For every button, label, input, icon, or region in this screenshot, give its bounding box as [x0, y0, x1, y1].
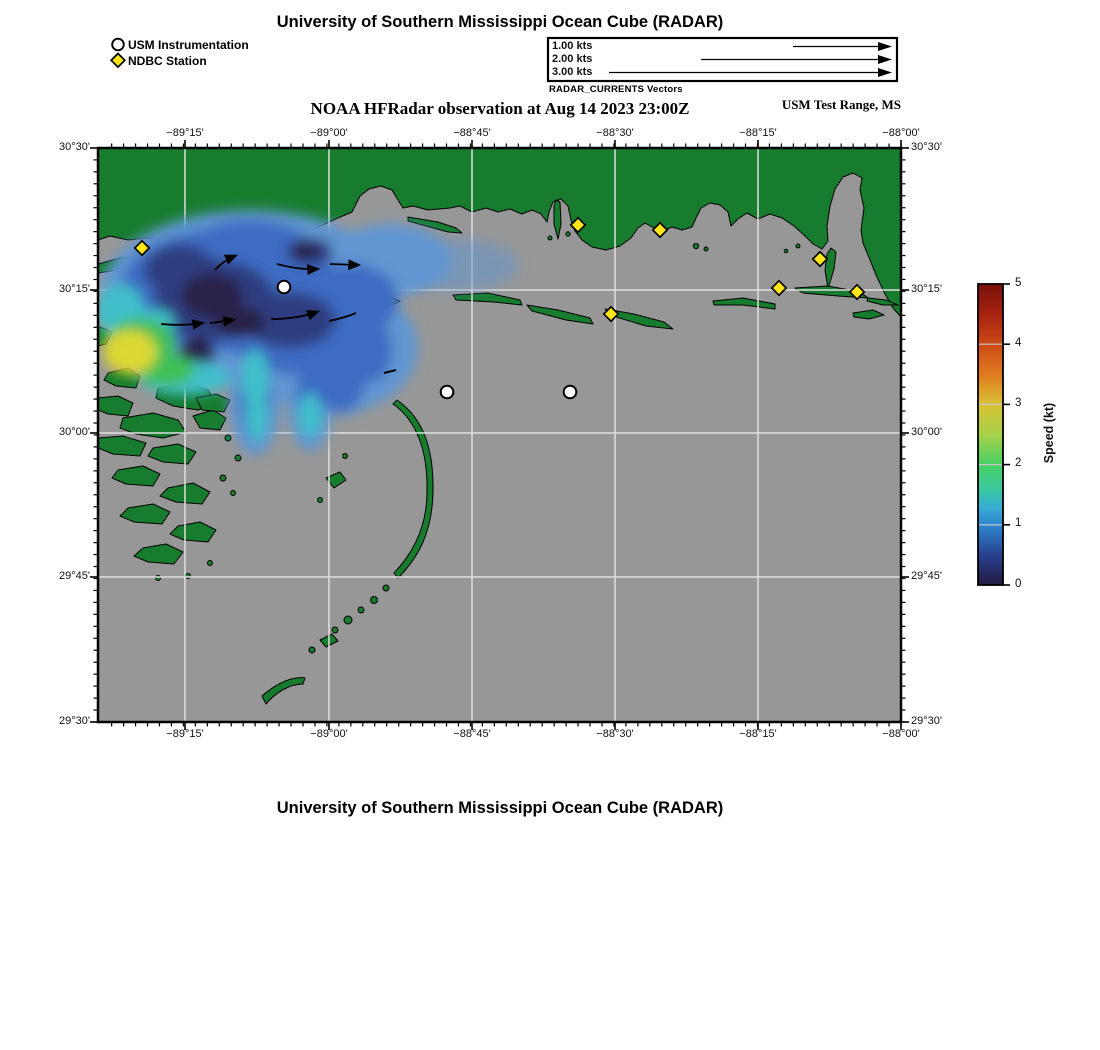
vector-scale-row-label: 3.00 kts [552, 66, 593, 78]
islet [548, 236, 552, 240]
ndbc-diamond-icon [111, 54, 125, 68]
y-tick-label: 29°30' [59, 715, 90, 727]
y-tick-label: 30°00' [911, 426, 942, 438]
vector-scale-caption: RADAR_CURRENTS Vectors [549, 84, 683, 95]
islet [343, 454, 348, 459]
colorbar-tick-label: 3 [1015, 396, 1022, 409]
islet [566, 232, 570, 236]
legend-label-usm: USM Instrumentation [128, 38, 249, 52]
colorbar-ticks [1003, 284, 1010, 585]
page-title-bottom: University of Southern Mississippi Ocean Cube (RADAR) [276, 799, 724, 817]
observation-subtitle: NOAA HFRadar observation at Aug 14 2023 23:00Z [310, 99, 690, 118]
islet [332, 627, 338, 633]
x-tick-label: −89°00' [310, 127, 348, 139]
y-tick-label: 30°15' [59, 283, 90, 295]
map-panel [90, 140, 909, 730]
usm-circle-icon [112, 39, 124, 51]
vector-scale-row-label: 2.00 kts [552, 53, 593, 65]
x-tick-label: −88°45' [453, 728, 491, 740]
x-tick-label: −88°00' [882, 127, 920, 139]
x-tick-label: −88°15' [739, 728, 777, 740]
y-tick-label: 29°45' [59, 570, 90, 582]
islet [693, 243, 698, 248]
page-title-top: University of Southern Mississippi Ocean Cube (RADAR) [276, 13, 724, 31]
colorbar-axis-label: Speed (kt) [1042, 402, 1056, 464]
y-tick-label: 30°15' [911, 283, 942, 295]
vector-scale-row-label: 1.00 kts [552, 40, 593, 52]
x-tick-label: −89°15' [166, 728, 204, 740]
x-tick-label: −88°00' [882, 728, 920, 740]
legend-glyphs [111, 39, 125, 67]
test-range-label: USM Test Range, MS [781, 97, 901, 112]
islet [371, 597, 378, 604]
colorbar-tick-label: 1 [1015, 517, 1022, 530]
usm-instrumentation-marker [278, 281, 291, 294]
y-tick-label: 30°30' [911, 141, 942, 153]
x-tick-label: −89°00' [310, 728, 348, 740]
colorbar-tick-label: 2 [1015, 457, 1022, 470]
y-tick-label: 30°30' [59, 141, 90, 153]
usm-instrumentation-marker [441, 386, 454, 399]
y-tick-label: 30°00' [59, 426, 90, 438]
legend-label-ndbc: NDBC Station [128, 53, 207, 68]
usm-instrumentation-marker [564, 386, 577, 399]
colorbar-tick-label: 5 [1015, 276, 1022, 289]
x-tick-label: −88°15' [739, 127, 777, 139]
x-tick-label: −88°30' [596, 127, 634, 139]
x-tick-label: −88°30' [596, 728, 634, 740]
islet [784, 249, 788, 253]
x-tick-label: −88°45' [453, 127, 491, 139]
colorbar-tick-label: 4 [1015, 336, 1022, 349]
y-tick-label: 29°45' [911, 570, 942, 582]
islet [383, 585, 389, 591]
y-tick-label: 29°30' [911, 715, 942, 727]
vector-scale-box [548, 38, 897, 81]
islet [704, 247, 708, 251]
islet [344, 616, 352, 624]
islet [796, 244, 800, 248]
colorbar [978, 284, 1010, 585]
colorbar-tick-label: 0 [1015, 577, 1022, 590]
islet [358, 607, 364, 613]
islet [309, 647, 315, 653]
colorbar-gradient [978, 284, 1003, 585]
x-tick-label: −89°15' [166, 127, 204, 139]
islet [318, 498, 323, 503]
